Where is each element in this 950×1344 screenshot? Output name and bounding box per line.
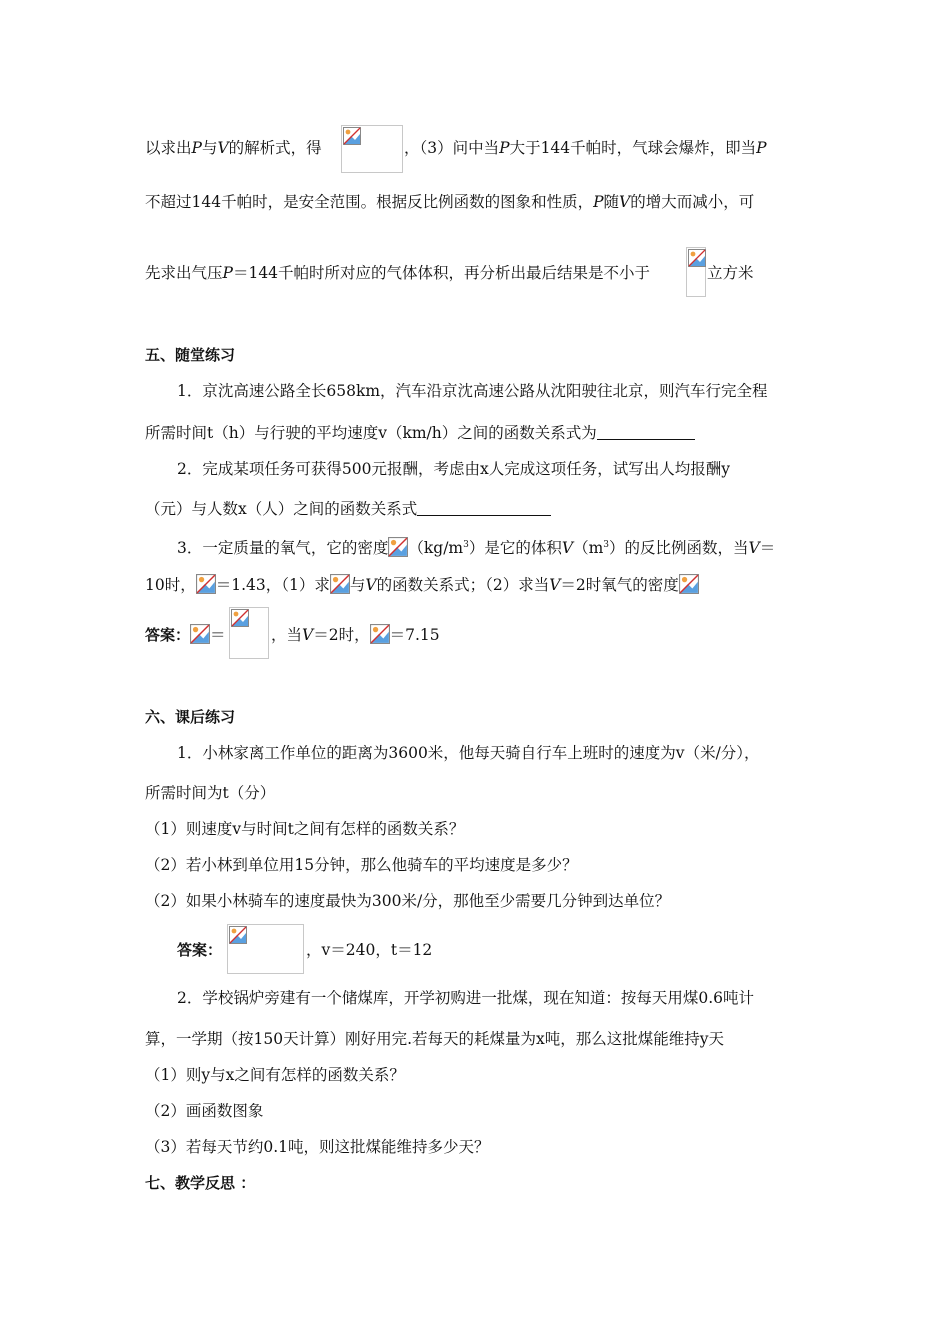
formula-image-placeholder <box>370 624 390 644</box>
question-text: （3）若每天节约0.1吨，则这批煤能维持多少天？ <box>145 1138 490 1156</box>
text-line <box>404 137 767 159</box>
broken-image-icon <box>343 127 361 145</box>
formula-image-placeholder <box>196 574 216 594</box>
question-text: 2．学校锅炉旁建有一个储煤库，开学初购进一批煤，现在知道：按每天用煤0.6吨计 <box>177 989 755 1007</box>
broken-image-icon <box>688 249 706 267</box>
question-text <box>145 574 699 596</box>
text: （m <box>573 539 604 557</box>
text: ）是它的体积 <box>468 539 562 557</box>
section-title: 六、课后练习 <box>145 708 236 726</box>
text: ＝ <box>759 539 776 557</box>
question-text: 1．京沈高速公路全长658km，汽车沿京沈高速公路从沈阳驶往北京，则汽车行完全程 <box>177 382 768 400</box>
broken-image-icon <box>330 574 350 594</box>
text: 随 <box>603 193 620 211</box>
text: ＝144千帕时所对应的气体体积，再分析出最后结果是不小于 <box>232 264 651 282</box>
var-V: V <box>549 576 561 594</box>
question-text: 2．完成某项任务可获得500元报酬，考虑由x人完成这项任务，试写出人均报酬y <box>177 460 730 478</box>
text: ）的反比例函数，当 <box>609 539 749 557</box>
question-text: 所需时间为t（分） <box>145 784 276 802</box>
formula-image-placeholder <box>330 574 350 594</box>
formula-image-placeholder <box>686 247 706 297</box>
question-text: （2）画函数图象 <box>145 1102 264 1120</box>
broken-image-icon <box>370 624 390 644</box>
text-line <box>145 191 754 213</box>
text: ＝7.15 <box>389 626 440 644</box>
text: 与 <box>201 139 218 157</box>
question-text: 算，一学期（按150天计算）刚好用完.若每天的耗煤量为x吨，那么这批煤能维持y天 <box>145 1030 725 1048</box>
question-text <box>145 498 551 520</box>
broken-image-icon <box>190 624 210 644</box>
question-text: （2）若小林到单位用15分钟，那么他骑车的平均速度是多少？ <box>145 856 578 874</box>
var-P: P <box>222 264 233 282</box>
answer-blank <box>597 423 695 440</box>
text: 10时， <box>145 576 196 594</box>
answer-blank <box>417 499 551 516</box>
answer-line <box>145 624 226 646</box>
answer-line: ，v＝240，t＝12 <box>306 941 433 959</box>
question-text <box>177 534 775 559</box>
text: 的函数关系式；（2）求当 <box>376 576 550 594</box>
question-text: （2）如果小林骑车的速度最快为300米/分，那他至少需要几分钟到达单位？ <box>145 892 671 910</box>
superscript: 3 <box>603 540 610 550</box>
text: 与 <box>349 576 366 594</box>
text: ＝2时氧气的密度 <box>560 576 679 594</box>
text: 先求出气压 <box>145 264 223 282</box>
broken-image-icon <box>679 574 699 594</box>
answer-label: 答案： <box>145 626 191 644</box>
text-line <box>145 137 322 159</box>
section-title: 七、教学反思 ： <box>145 1174 256 1192</box>
section-title: 五、随堂练习 <box>145 346 236 364</box>
var-V: V <box>748 539 760 557</box>
text: 大于144千帕时，气球会爆炸，即当 <box>509 139 757 157</box>
superscript: 3 <box>463 540 469 550</box>
broken-image-icon <box>388 537 408 557</box>
text: （元）与人数x（人）之间的函数关系式 <box>145 500 418 518</box>
text: 不超过144千帕时，是安全范围。根据反比例函数的图象和性质， <box>145 193 594 211</box>
var-P: P <box>499 139 510 157</box>
var-P: P <box>756 139 767 157</box>
var-P: P <box>593 193 604 211</box>
text: ＝ <box>210 626 226 644</box>
var-V: V <box>302 626 314 644</box>
text-line <box>707 262 754 284</box>
text: 所需时间t（h）与行驶的平均速度v（km/h）之间的函数关系式为 <box>145 424 597 442</box>
text: ＝1.43，（1）求 <box>215 576 330 594</box>
formula-image-placeholder <box>388 537 408 557</box>
var-V: V <box>217 139 229 157</box>
broken-image-icon <box>231 609 249 627</box>
formula-image-placeholder <box>227 924 304 974</box>
formula-image-placeholder <box>679 574 699 594</box>
text-line <box>145 262 650 284</box>
question-text: （1）则速度v与时间t之间有怎样的函数关系？ <box>145 820 465 838</box>
text: ，当 <box>271 626 303 644</box>
question-text: （1）则y与x之间有怎样的函数关系？ <box>145 1066 405 1084</box>
formula-image-placeholder <box>229 607 269 659</box>
text: 立方米 <box>707 264 754 282</box>
answer-label: 答案： <box>177 941 223 959</box>
formula-image-placeholder <box>190 624 210 644</box>
var-P: P <box>191 139 202 157</box>
var-V: V <box>561 539 574 557</box>
var-V: V <box>619 193 631 211</box>
text: ，（3）问中当 <box>404 139 500 157</box>
text: 的增大而减小，可 <box>630 193 755 211</box>
question-text: 1．小林家离工作单位的距离为3600米，他每天骑自行车上班时的速度为v（米/分）， <box>177 744 760 762</box>
text: 3．一定质量的氧气，它的密度 <box>177 539 389 557</box>
text: （kg/m <box>408 539 464 557</box>
broken-image-icon <box>229 926 247 944</box>
text: 的解析式，得 <box>228 139 322 157</box>
broken-image-icon <box>196 574 216 594</box>
answer-line <box>271 624 440 646</box>
question-text <box>145 422 695 444</box>
formula-image-placeholder <box>341 125 403 173</box>
text: 以求出 <box>145 139 192 157</box>
var-V: V <box>365 576 377 594</box>
text: ＝2时， <box>313 626 370 644</box>
